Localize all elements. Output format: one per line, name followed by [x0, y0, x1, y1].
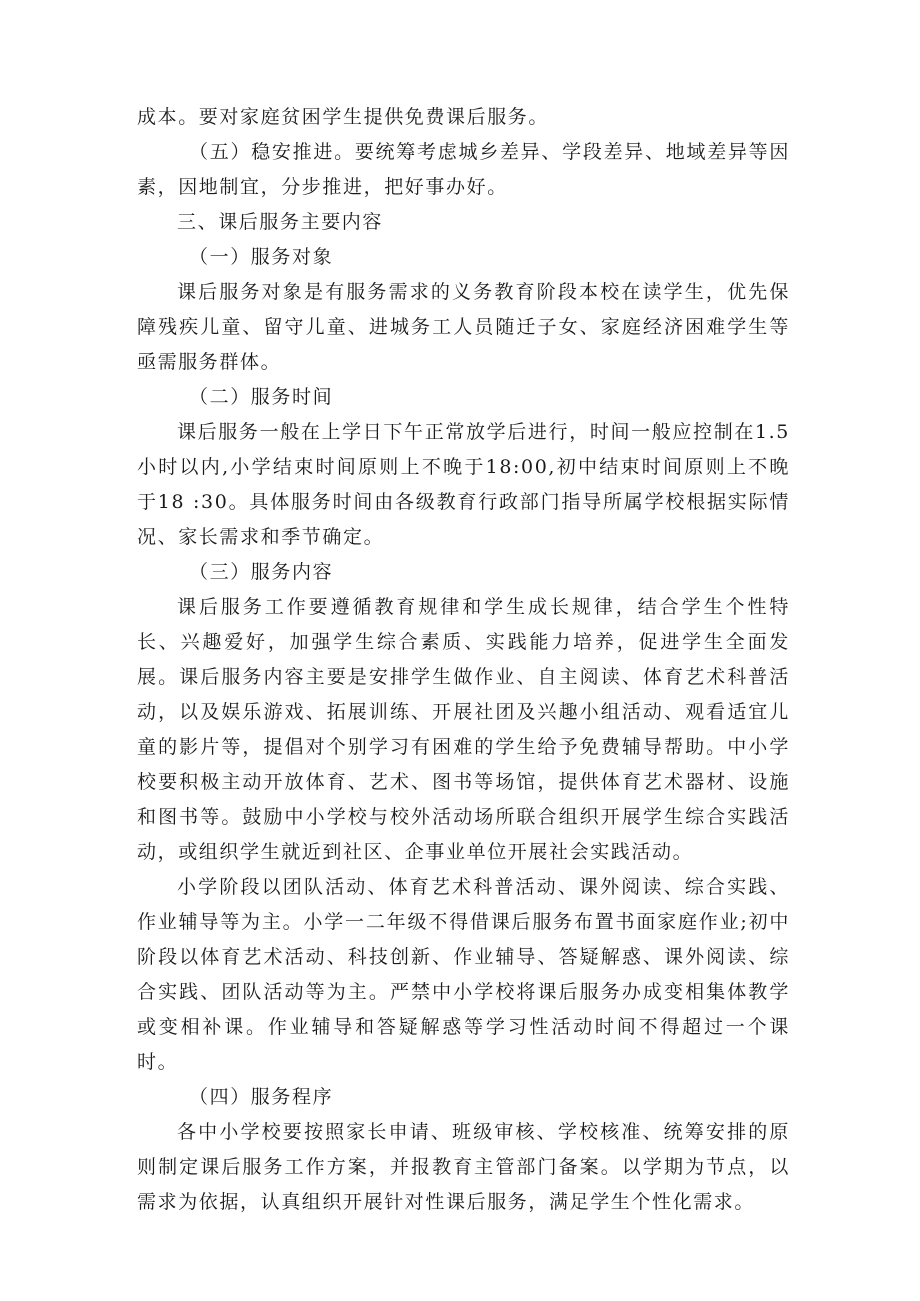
subheading-service-procedure: （四）服务程序	[189, 1086, 334, 1108]
subheading-service-target: （一）服务对象	[189, 246, 334, 268]
subheading-service-content: （三）服务内容	[189, 561, 334, 583]
paragraph-service-target: 课后服务对象是有服务需求的义务教育阶段本校在读学生，优先保障残疾儿童、留守儿童、进城务工人员随迁子女、家庭经济困难学生等亟需服务群体。	[137, 281, 790, 373]
paragraph-service-time: 课后服务一般在上学日下午正常放学后进行，时间一般应控制在1.5小时以内,小学结束时间原则上不晚于18:00,初中结束时间原则上不晚于18 :30。具体服务时间由各级教育行政部门指导所属学校根据实际情况、家长需求和季节确定。	[137, 421, 790, 548]
paragraph-service-procedure: 各中小学校要按照家长申请、班级审核、学校核准、统筹安排的原则制定课后服务工作方案，并报教育主管部门备案。以学期为节点，以需求为依据，认真组织开展针对性课后服务，满足学生个性化需求。	[137, 1121, 790, 1213]
heading-main-content: 三、课后服务主要内容	[177, 211, 384, 233]
paragraph-section-five: （五）稳安推进。要统筹考虑城乡差异、学段差异、地域差异等因素，因地制宜，分步推进，把好事办好。	[137, 141, 790, 198]
paragraph-stage-activities: 小学阶段以团队活动、体育艺术科普活动、课外阅读、综合实践、作业辅导等为主。小学一二年级不得借课后服务布置书面家庭作业;初中阶段以体育艺术活动、科技创新、作业辅导、答疑解惑、课外阅读、综合实践、团队活动等为主。严禁中小学校将课后服务办成变相集体教学或变相补课。作业辅导和答疑解惑等学习性活动时间不得超过一个课时。	[137, 876, 790, 1073]
subheading-service-time: （二）服务时间	[189, 386, 334, 408]
paragraph-service-content: 课后服务工作要遵循教育规律和学生成长规律，结合学生个性特长、兴趣爱好，加强学生综合素质、实践能力培养，促进学生全面发展。课后服务内容主要是安排学生做作业、自主阅读、体育艺术科普活动，以及娱乐游戏、拓展训练、开展社团及兴趣小组活动、观看适宜儿童的影片等，提倡对个别学习有困难的学生给予免费辅导帮助。中小学校要积极主动开放体育、艺术、图书等场馆，提供体育艺术器材、设施和图书等。鼓励中小学校与校外活动场所联合组织开展学生综合实践活动，或组织学生就近到社区、企事业单位开展社会实践活动。	[137, 596, 790, 863]
paragraph-continuation: 成本。要对家庭贫困学生提供免费课后服务。	[137, 106, 550, 128]
